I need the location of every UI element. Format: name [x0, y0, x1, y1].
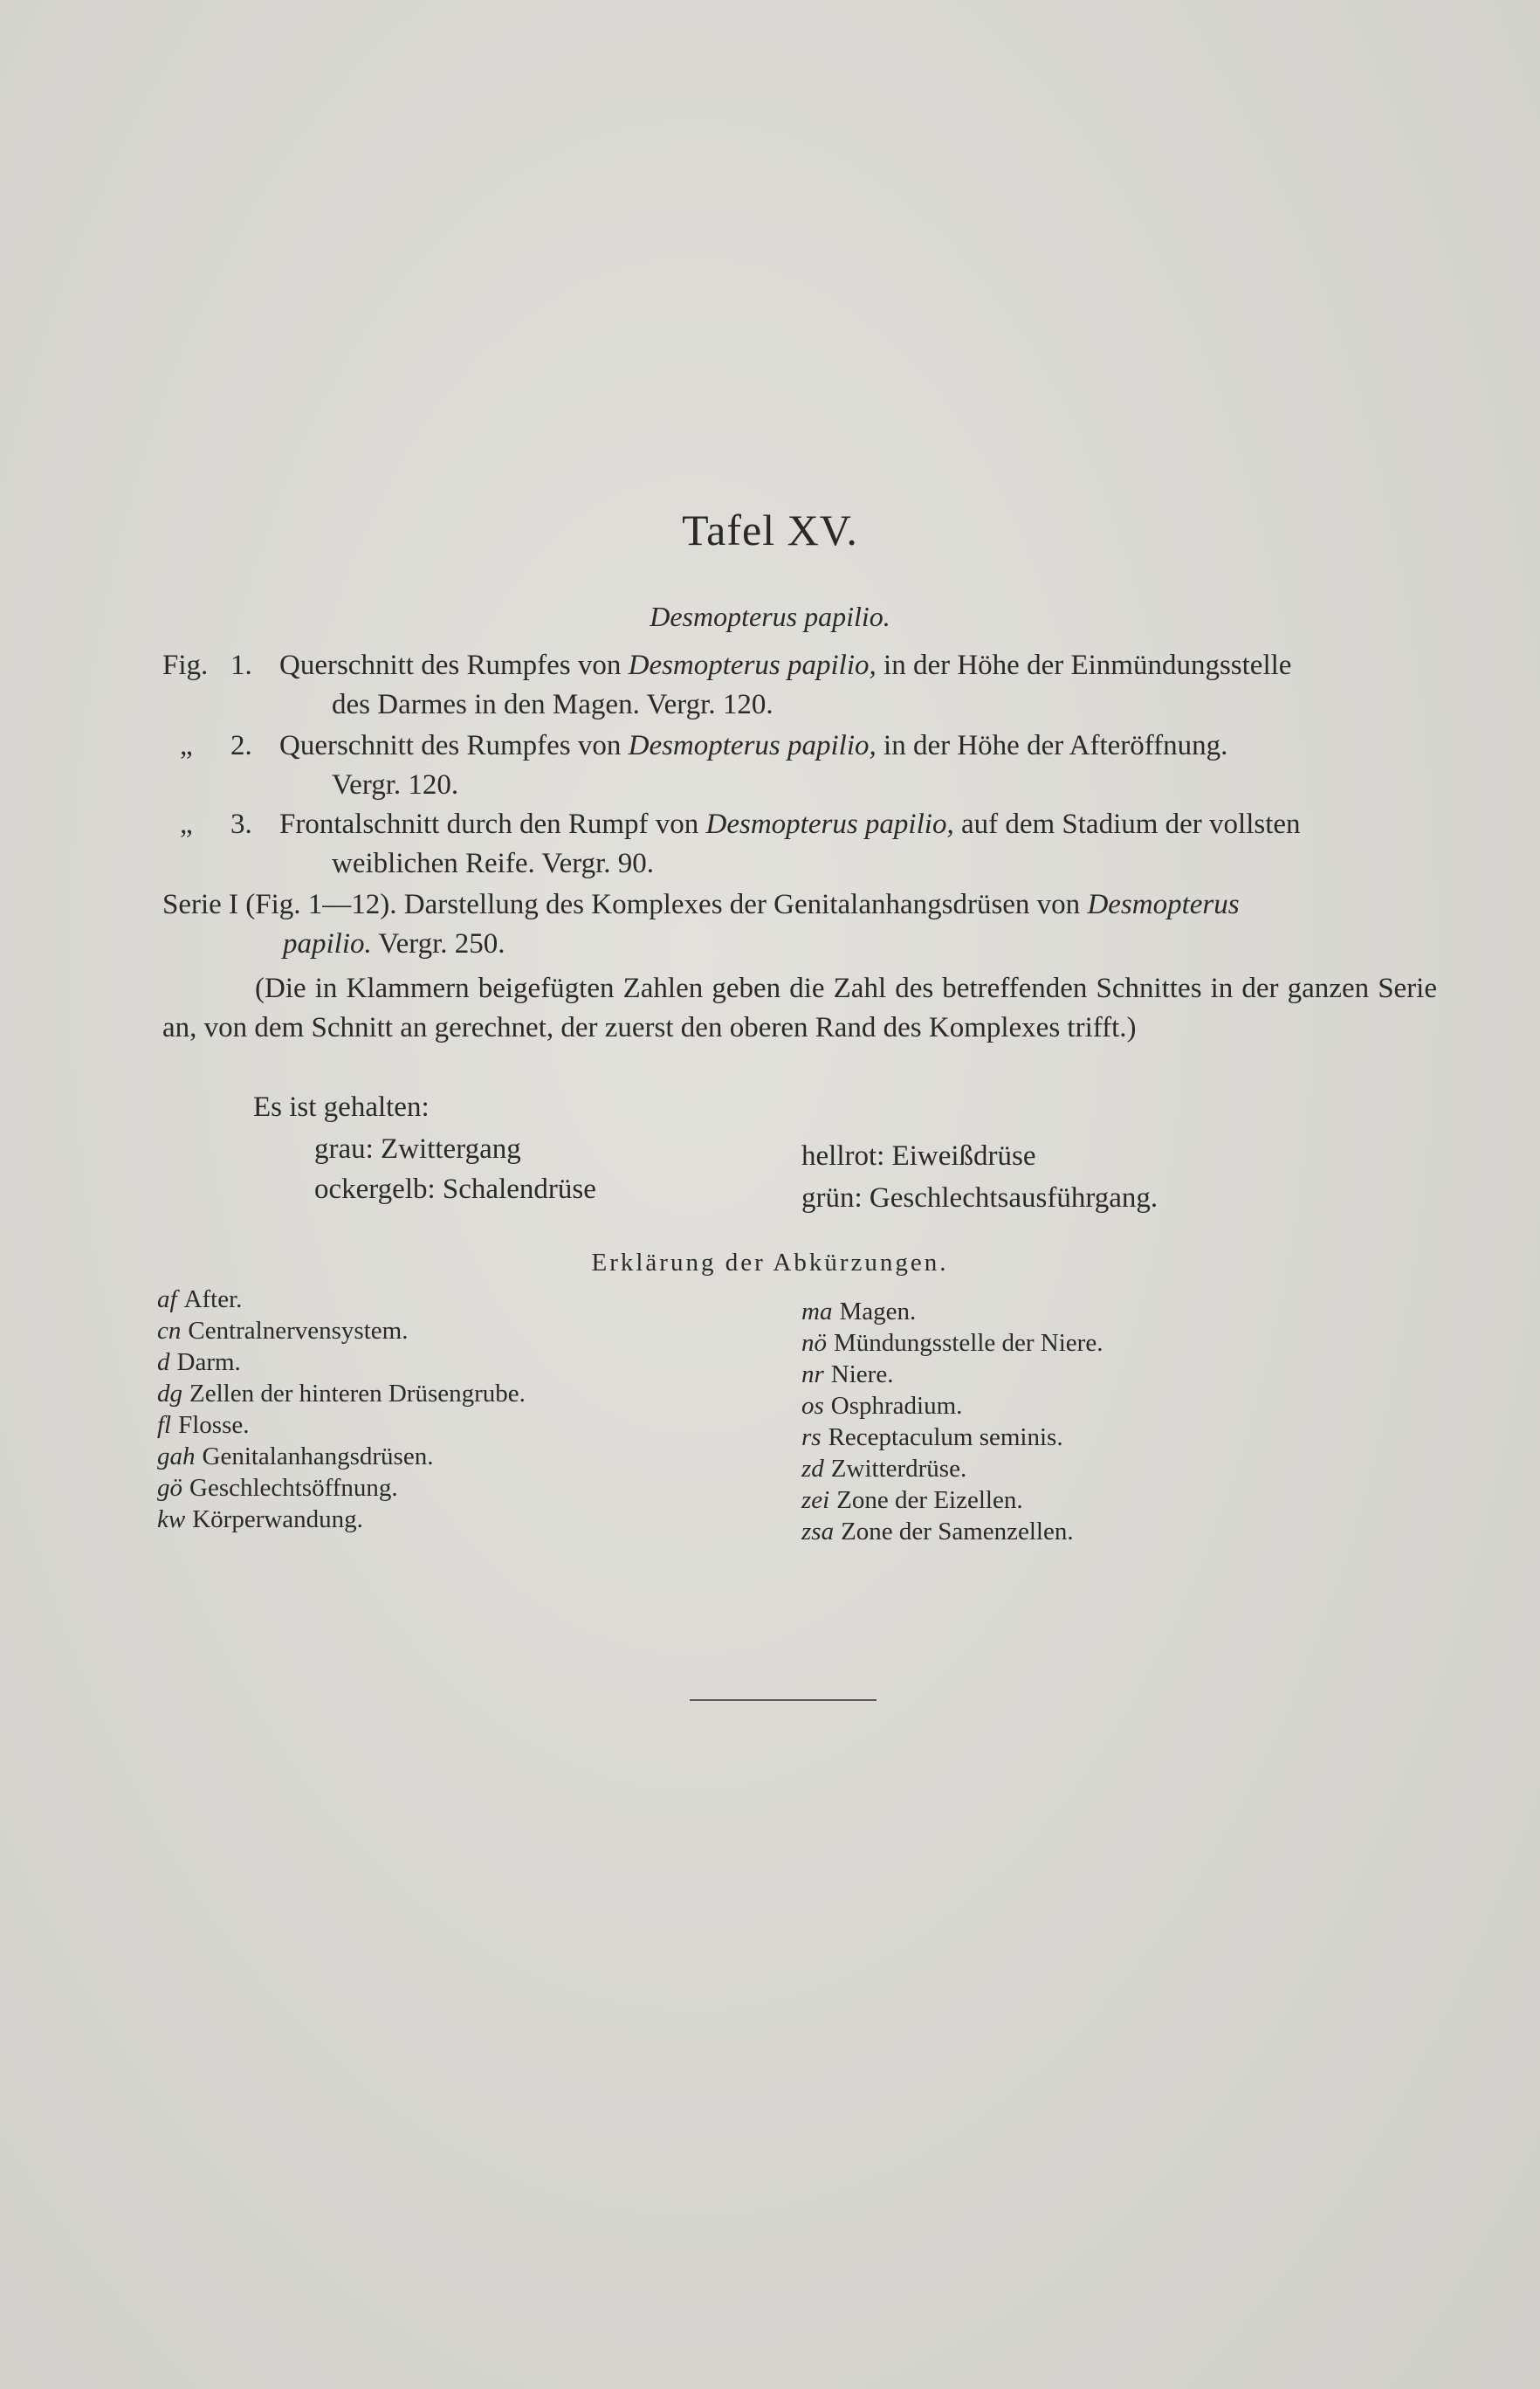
abbreviation-key: kw [157, 1505, 186, 1533]
figure-number: 1. [230, 650, 252, 681]
species-name: Desmopterus papilio, [705, 809, 954, 840]
serie-text: Vergr. 250. [371, 928, 505, 960]
caption-text: in der Höhe der Einmündungsstelle [876, 650, 1292, 681]
abbreviation-item [801, 1484, 1023, 1516]
species-name: Desmopterus [1087, 889, 1240, 920]
abbreviation-item [801, 1516, 1074, 1547]
closing-rule [690, 1699, 877, 1701]
abbreviation-key: gö [157, 1474, 182, 1502]
abbreviation-key: cn [157, 1317, 182, 1345]
abbreviation-value: Zellen der hinteren Drüsengrube. [189, 1380, 526, 1408]
abbreviation-item [157, 1315, 408, 1346]
species-subtitle: Desmopterus papilio. [650, 601, 890, 632]
abbreviation-value: Flosse. [178, 1411, 250, 1439]
color-key-item: grün: Geschlechtsausführgang. [801, 1182, 1158, 1214]
abbreviation-item [157, 1409, 250, 1441]
plate-title: Tafel XV. [682, 506, 858, 554]
abbreviation-value: Magen. [839, 1298, 917, 1325]
abbreviation-key: rs [801, 1423, 822, 1451]
serie-entry [162, 885, 1437, 964]
abbreviation-key: os [801, 1392, 824, 1420]
abbreviation-item [157, 1504, 363, 1535]
caption-continuation: Vergr. 120. [332, 769, 459, 801]
figure-entry-3 [162, 805, 1437, 884]
abbreviation-value: Darm. [176, 1348, 241, 1376]
abbreviation-value: Körperwandung. [192, 1505, 363, 1533]
abbreviation-key: zd [801, 1455, 824, 1483]
abbreviation-value: Centralnervensystem. [188, 1317, 409, 1345]
abbreviation-value: Genitalanhangsdrüsen. [202, 1442, 434, 1470]
caption-continuation: des Darmes in den Magen. Vergr. 120. [332, 689, 773, 720]
color-key-heading: Es ist gehalten: [253, 1091, 430, 1123]
figure-label: „ [180, 809, 193, 840]
caption-text: Frontalschnitt durch den Rumpf von [279, 809, 706, 840]
abbreviation-item [801, 1390, 962, 1422]
abbreviation-item [801, 1296, 916, 1327]
figure-caption [279, 726, 1437, 805]
abbreviations-heading: Erklärung der Abkürzungen. [591, 1249, 949, 1277]
abbreviation-key: d [157, 1348, 170, 1376]
abbreviation-value: Niere. [830, 1360, 894, 1388]
note-paragraph: (Die in Klammern beigefügten Zahlen geben die Zahl des betreffenden Schnittes in der ganzen Serie an, von dem Schnitt an gerechnet, der zuerst den oberen Rand des Komplexes trifft.) [162, 973, 1437, 1043]
abbreviation-item [157, 1284, 242, 1315]
caption-continuation: weiblichen Reife. Vergr. 90. [332, 848, 655, 879]
abbreviation-item [157, 1441, 433, 1472]
abbreviation-item [157, 1472, 398, 1504]
abbreviation-value: Zwitterdrüse. [830, 1455, 967, 1483]
figure-entry-2 [162, 726, 1437, 805]
figure-caption [279, 646, 1437, 725]
abbreviation-key: nö [801, 1329, 827, 1357]
figure-number: 2. [230, 730, 252, 761]
caption-text: Querschnitt des Rumpfes von [279, 650, 629, 681]
abbreviation-value: Receptaculum seminis. [828, 1423, 1063, 1451]
caption-text: Querschnitt des Rumpfes von [279, 730, 629, 761]
abbreviation-value: Osphradium. [830, 1392, 963, 1420]
abbreviation-key: zei [801, 1486, 830, 1514]
abbreviation-item [801, 1327, 1103, 1359]
abbreviation-item [801, 1422, 1063, 1453]
species-name: papilio. [283, 928, 372, 960]
abbreviation-key: zsa [801, 1518, 835, 1546]
abbreviation-value: After. [183, 1285, 243, 1313]
figure-entry-1 [162, 646, 1437, 725]
abbreviation-key: af [157, 1285, 177, 1313]
caption-text: in der Höhe der Afteröffnung. [876, 730, 1228, 761]
abbreviation-item [801, 1453, 966, 1484]
abbreviation-value: Mündungsstelle der Niere. [834, 1329, 1103, 1357]
color-key-item: ockergelb: Schalendrüse [314, 1174, 596, 1205]
caption-text: auf dem Stadium der vollsten [953, 809, 1301, 840]
abbreviation-key: fl [157, 1411, 172, 1439]
abbreviation-value: Geschlechtsöffnung. [189, 1474, 398, 1502]
figure-number: 3. [230, 809, 252, 840]
species-name: Desmopterus papilio, [628, 730, 877, 761]
figure-label: Fig. [162, 650, 209, 681]
abbreviation-item [157, 1346, 241, 1378]
abbreviation-key: nr [801, 1360, 824, 1388]
abbreviation-key: ma [801, 1298, 833, 1325]
color-key-item: hellrot: Eiweißdrüse [801, 1140, 1036, 1172]
serie-text: Serie I (Fig. 1—12). Darstellung des Komplexes der Genitalanhangsdrüsen von [162, 889, 1088, 920]
species-name: Desmopterus papilio, [628, 650, 877, 681]
color-key-item: grau: Zwittergang [314, 1133, 521, 1165]
abbreviation-value: Zone der Eizellen. [836, 1486, 1023, 1514]
abbreviation-key: gah [157, 1442, 196, 1470]
abbreviation-value: Zone der Samenzellen. [841, 1518, 1074, 1546]
abbreviation-key: dg [157, 1380, 182, 1408]
figure-label: „ [180, 730, 193, 761]
abbreviation-item [801, 1359, 893, 1390]
figure-caption [279, 805, 1437, 884]
abbreviation-item [157, 1378, 526, 1409]
